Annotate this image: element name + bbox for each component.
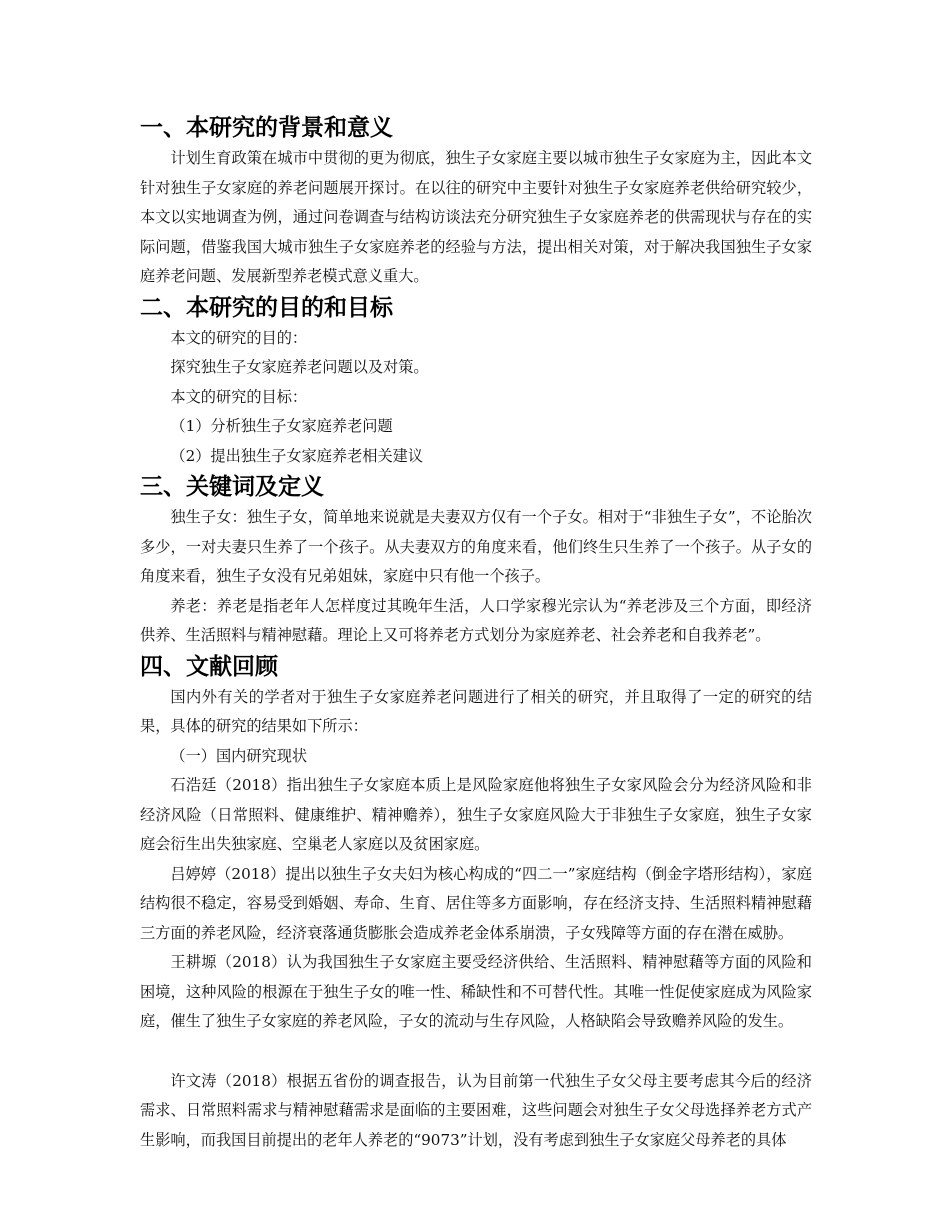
paragraph-shi-haoting: 石浩廷（2018）指出独生子女家庭本质上是风险家庭他将独生子女家风险会分为经济风险和非经济风险（日常照料、健康维护、精神赡养），独生子女家庭风险大于非独生子女家庭，独生子女家庭会衍生出失独家庭、空巢老人家庭以及贫困家庭。 [140, 776, 812, 853]
section-heading-background: 一、本研究的背景和意义 [140, 115, 393, 141]
subheading-domestic-research: （一）国内研究现状 [170, 746, 308, 765]
section-heading-objectives: 二、本研究的目的和目标 [140, 294, 393, 321]
paragraph-wang-gengyuan: 王耕塬（2018）认为我国独生子女家庭主要受经济供给、生活照料、精神慰藉等方面的风险和困境，这种风险的根源在于独生子女的唯一性、稀缺性和不可替代性。其唯一性促使家庭成为风险家庭，催生了独生子女家庭的养老风险，子女的流动与生存风险，人格缺陷会导致赡养风险的发生。 [140, 953, 812, 1030]
paragraph-literature-intro: 国内外有关的学者对于独生子女家庭养老问题进行了相关的研究，并且取得了一定的研究的结果，具体的研究的结果如下所示： [140, 687, 812, 735]
paragraph-purpose: 探究独生子女家庭养老问题以及对策。 [170, 358, 429, 376]
paragraph-keyword-only-child: 独生子女：独生子女，简单地来说就是夫妻双方仅有一个子女。相对于“非独生子女”，不论胎次多少，一对夫妻只生养了一个孩子。从夫妻双方的角度来看，他们终生只生养了一个孩子。从子女的角度来看，独生子女没有兄弟姐妹，家庭中只有他一个孩子。 [140, 508, 812, 585]
paragraph-xu-wentao: 许文涛（2018）根据五省份的调查报告，认为目前第一代独生子女父母主要考虑其今后的经济需求、日常照料需求与精神慰藉需求是面临的主要困难，这些问题会对独生子女父母选择养老方式产生影响，而我国目前提出的老年人养老的“9073”计划，没有考虑到独生子女家庭父母养老的具体 [140, 1071, 812, 1149]
section-heading-literature: 四、文献回顾 [140, 653, 278, 680]
section-heading-keywords: 三、关键词及定义 [140, 474, 324, 500]
goal-item-2: （2）提出独生子女家庭养老相关建议 [170, 446, 424, 465]
paragraph-goals-label: 本文的研究的目标： [170, 387, 308, 406]
paragraph-keyword-elderly-care: 养老：养老是指老年人怎样度过其晚年生活，人口学家穆光宗认为“养老涉及三个方面，即经济供养、生活照料与精神慰藉。理论上又可将养老方式划分为家庭养老、社会养老和自我养老”。 [140, 596, 812, 644]
document-body [140, 112, 812, 1155]
paragraph-background: 计划生育政策在城市中贯彻的更为彻底，独生子女家庭主要以城市独生子女家庭为主，因此本文针对独生子女家庭的养老问题展开探讨。在以往的研究中主要针对独生子女家庭养老供给研究较少，本文以实地调查为例，通过问卷调查与结构访谈法充分研究独生子女家庭养老的供需现状与存在的实际问题，借鉴我国大城市独生子女家庭养老的经验与方法，提出相关对策，对于解决我国独生子女家庭养老问题、发展新型养老模式意义重大。 [140, 149, 812, 285]
paragraph-lv-tingting: 吕婷婷（2018）提出以独生子女夫妇为核心构成的“四二一”家庭结构（倒金字塔形结构），家庭结构很不稳定，容易受到婚姻、寿命、生育、居住等多方面影响，存在经济支持、生活照料精神慰藉三方面的养老风险，经济衰落通货膨胀会造成养老金体系崩溃，子女残障等方面的存在潜在威胁。 [140, 864, 812, 942]
paragraph-purpose-label: 本文的研究的目的： [170, 328, 308, 347]
goal-item-1: （1）分析独生子女家庭养老问题 [170, 417, 393, 435]
blank-line [140, 1037, 812, 1067]
